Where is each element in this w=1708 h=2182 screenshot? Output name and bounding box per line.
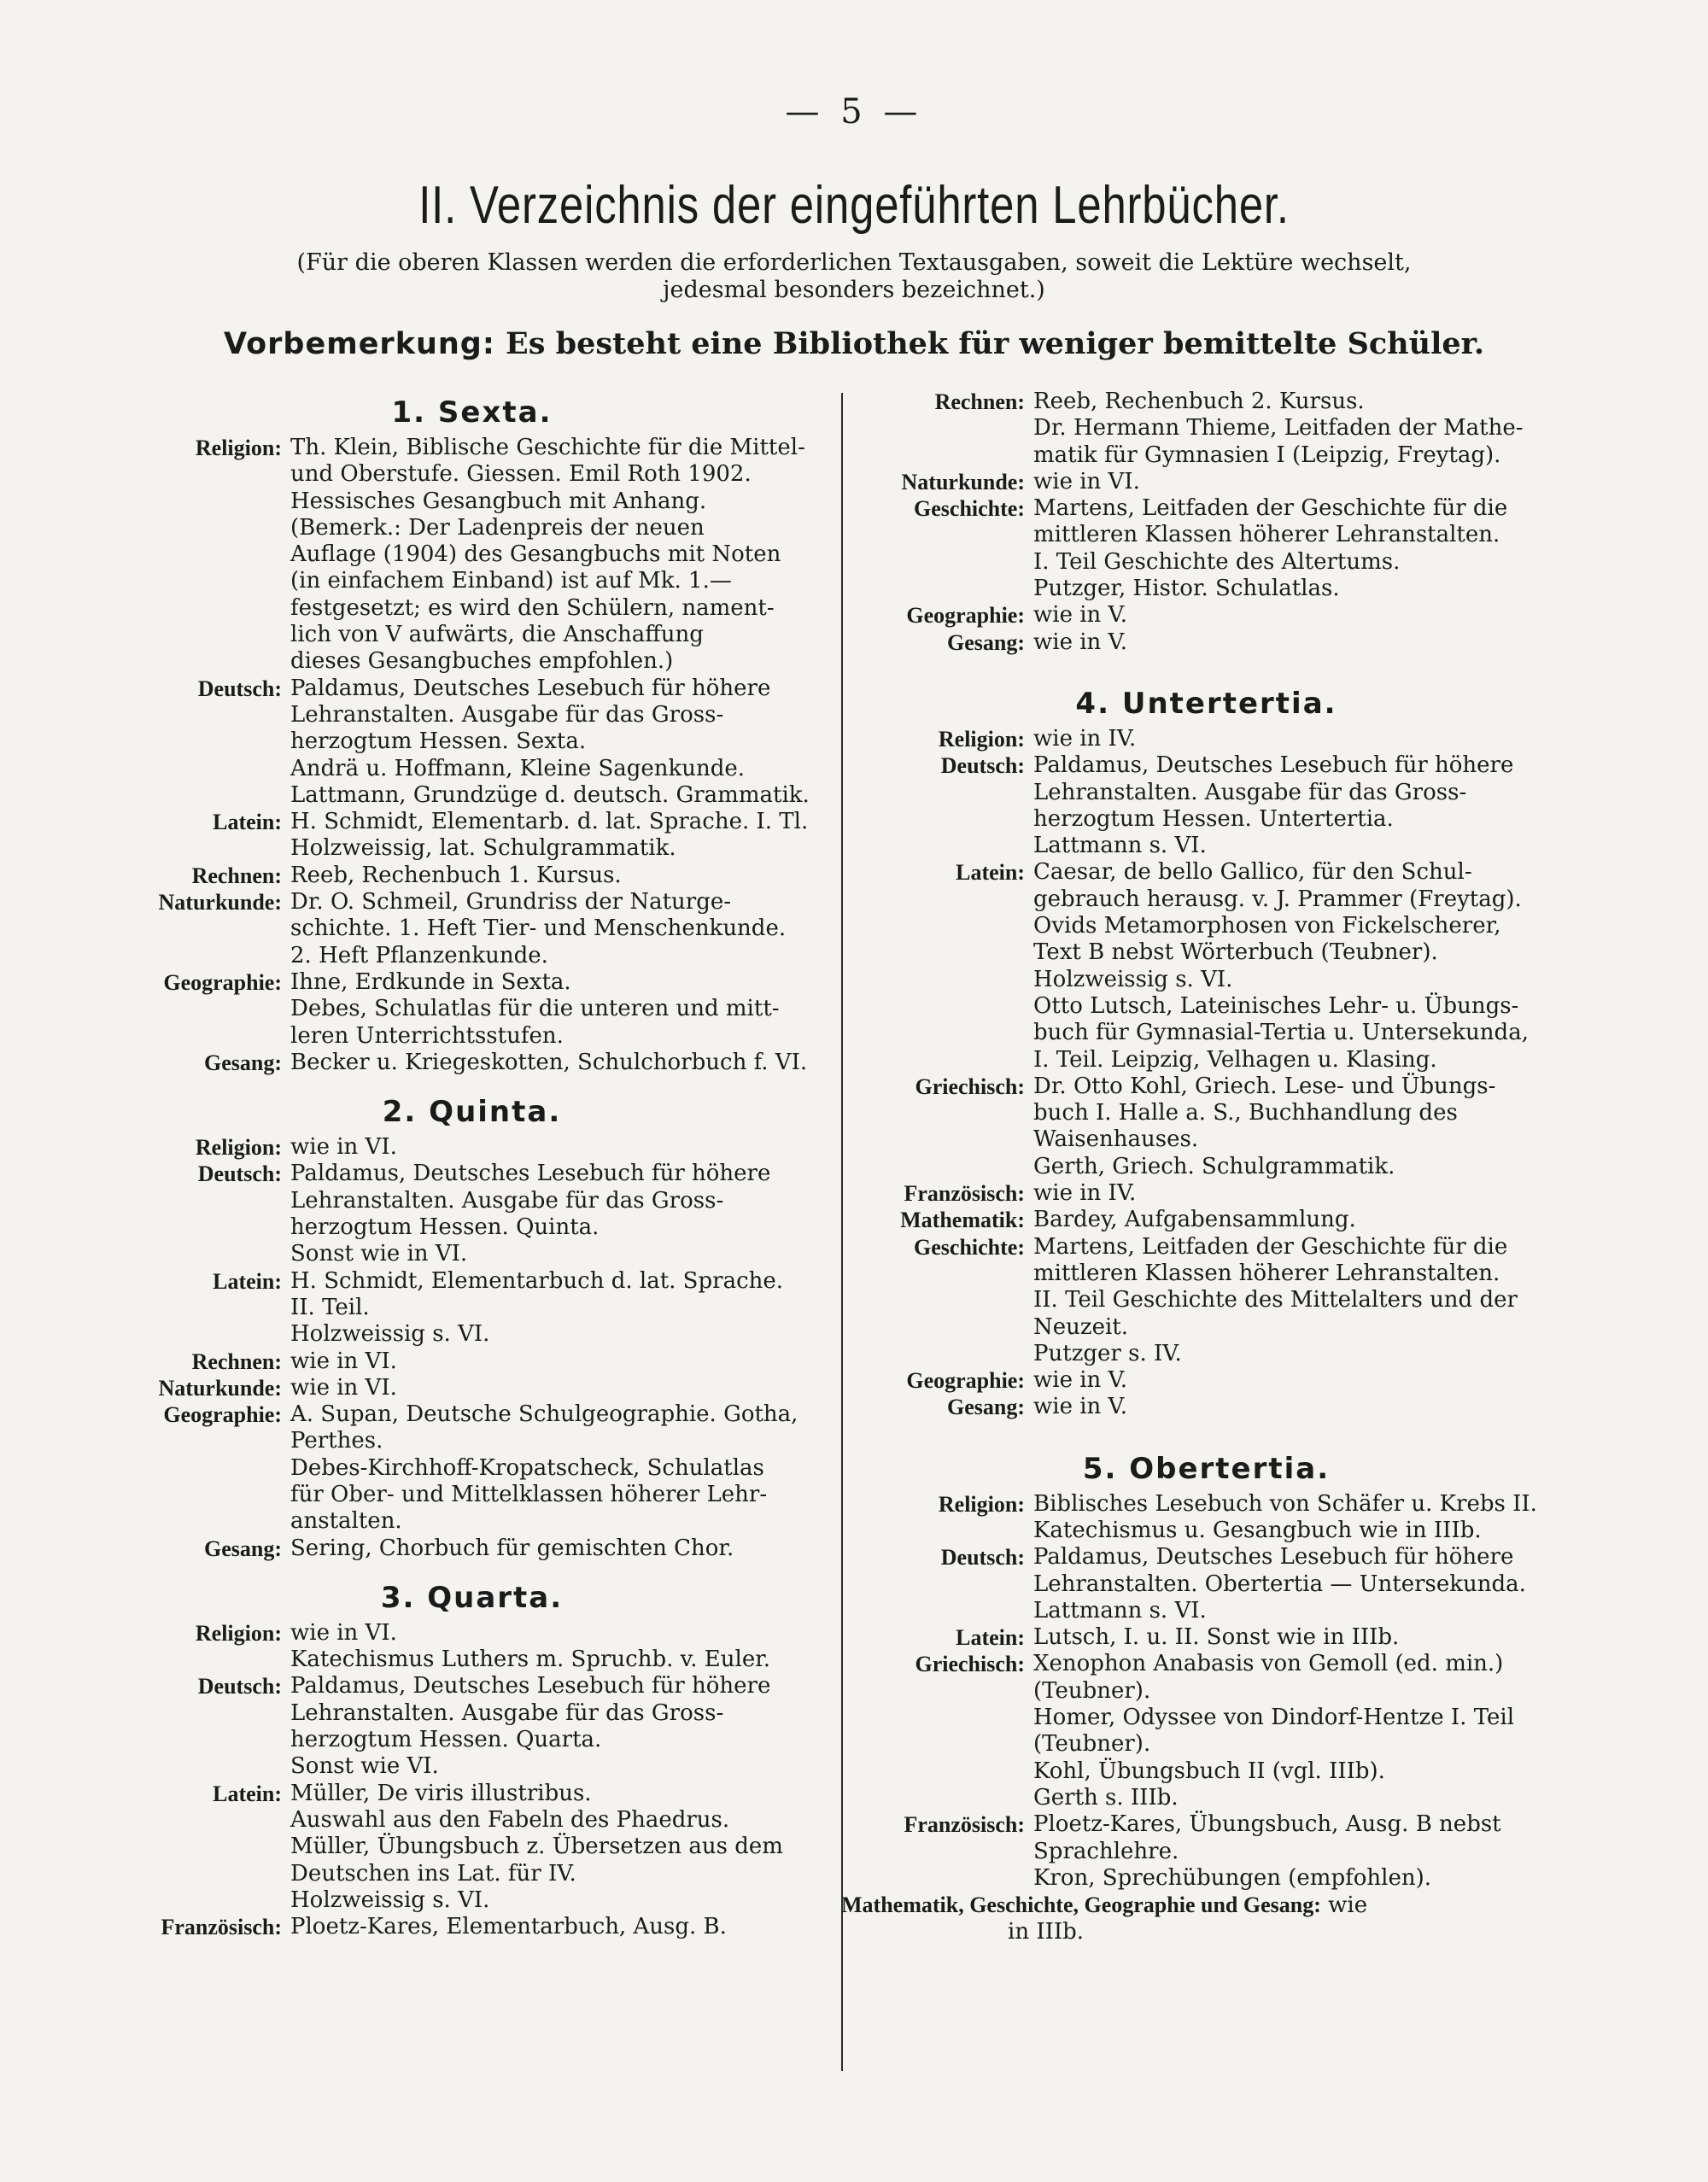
textbook-list xyxy=(1025,469,1571,495)
textbook-line: leren Unterrichtsstufen. xyxy=(290,1022,564,1049)
textbook-line: Paldamus, Deutsches Lesebuch für höhere xyxy=(290,1161,771,1187)
subject-entry-geschichte xyxy=(841,495,1571,602)
textbook-line: Holzweissig s. VI. xyxy=(1033,966,1233,992)
textbook-line: Kron, Sprechübungen (empfohlen). xyxy=(1033,1864,1431,1891)
subject-label: Mathematik: xyxy=(900,1208,1025,1233)
subject-entry-deutsch xyxy=(841,752,1571,859)
textbook-line-cont: in IIIb. xyxy=(1008,1919,1085,1945)
subject-label: Naturkunde: xyxy=(158,1375,282,1401)
textbook-list xyxy=(1025,389,1571,469)
textbook-line: Katechismus u. Gesangbuch wie in IIIb. xyxy=(1033,1517,1482,1543)
subject-entry-religion xyxy=(115,1620,828,1674)
textbook-line: anstalten. xyxy=(290,1508,402,1535)
textbook-line: Putzger s. IV. xyxy=(1033,1340,1182,1366)
textbook-line: mittleren Klassen höherer Lehranstalten. xyxy=(1033,1260,1500,1286)
textbook-list xyxy=(1025,1394,1571,1420)
textbook-line: Dr. Hermann Thieme, Leitfaden der Mathe- xyxy=(1033,415,1524,442)
subject-label: Geographie: xyxy=(906,603,1025,629)
subject-entry-französisch xyxy=(115,1914,828,1940)
subject-label: Geschichte: xyxy=(914,1234,1025,1260)
section-heading: 5. Obertertia. xyxy=(1082,1451,1331,1486)
textbook-line: Lattmann s. VI. xyxy=(1033,1597,1207,1623)
section-heading: 3. Quarta. xyxy=(380,1580,564,1615)
subject-label: Latein: xyxy=(213,810,282,835)
textbook-line: Lehranstalten. Ausgabe für das Gross- xyxy=(290,1699,724,1726)
textbook-line: Neuzeit. xyxy=(1033,1313,1128,1340)
subject-label: Geschichte: xyxy=(914,496,1025,522)
textbook-line: Perthes. xyxy=(290,1428,383,1454)
textbook-line: H. Schmidt, Elementarbuch d. lat. Sprache. xyxy=(290,1267,784,1294)
subject-entry-gesang xyxy=(841,629,1571,656)
textbook-list xyxy=(1025,629,1571,656)
vorbemerkung-text: Es besteht eine Bibliothek für weniger bemittelte Schüler. xyxy=(506,326,1485,361)
subject-label: Rechnen: xyxy=(191,863,282,888)
textbook-line: und Oberstufe. Giessen. Emil Roth 1902. xyxy=(290,461,752,488)
textbook-line: dieses Gesangbuches empfohlen.) xyxy=(290,648,674,675)
textbook-line: Hessisches Gesangbuch mit Anhang. xyxy=(290,488,707,514)
textbook-list xyxy=(1025,1544,1571,1624)
textbook-line: Katechismus Luthers m. Spruchb. v. Euler. xyxy=(290,1647,771,1673)
textbook-list xyxy=(1025,859,1571,1073)
subject-label: Naturkunde: xyxy=(158,890,282,916)
subject-label: Deutsch: xyxy=(940,1545,1025,1571)
textbook-line: (Teubner). xyxy=(1033,1731,1151,1758)
textbook-line: Ploetz-Kares, Elementarbuch, Ausg. B. xyxy=(290,1914,727,1940)
textbook-line: I. Teil. Leipzig, Velhagen u. Klasing. xyxy=(1033,1046,1437,1073)
textbook-line: Ploetz-Kares, Übungsbuch, Ausg. B nebst xyxy=(1033,1811,1501,1838)
right-column xyxy=(841,389,1571,1946)
textbook-list xyxy=(282,1161,828,1267)
subject-entry-naturkunde xyxy=(115,889,828,969)
textbook-list xyxy=(1025,1234,1571,1367)
textbook-list xyxy=(1025,1811,1571,1892)
textbook-line: Gerth, Griech. Schulgrammatik. xyxy=(1033,1153,1395,1179)
textbook-line: Müller, De viris illustribus. xyxy=(290,1780,592,1806)
subject-label: Deutsch: xyxy=(197,676,282,701)
textbook-line: wie xyxy=(1328,1892,1368,1919)
textbook-line: wie in VI. xyxy=(290,1374,397,1401)
vorbemerkung xyxy=(205,326,1503,361)
textbook-line: A. Supan, Deutsche Schulgeographie. Gotha, xyxy=(290,1401,798,1428)
vorbemerkung-label: Vorbemerkung: xyxy=(223,327,495,361)
textbook-line: matik für Gymnasien I (Leipzig, Freytag). xyxy=(1033,442,1501,468)
textbook-list xyxy=(282,1781,828,1914)
textbook-line: Gerth s. IIIb. xyxy=(1033,1784,1179,1811)
textbook-line: Lutsch, I. u. II. Sonst wie in IIIb. xyxy=(1033,1624,1400,1651)
textbook-line: buch für Gymnasial-Tertia u. Untersekunda, xyxy=(1033,1020,1529,1046)
subject-entry-combined xyxy=(841,1892,1571,1919)
subject-label: Griechisch: xyxy=(915,1652,1025,1677)
subject-entry-geographie xyxy=(841,1367,1571,1394)
textbook-list xyxy=(1025,752,1571,859)
textbook-line: Sonst wie VI. xyxy=(290,1753,439,1780)
textbook-line: 2. Heft Pflanzenkunde. xyxy=(290,942,548,968)
textbook-line: Putzger, Histor. Schulatlas. xyxy=(1033,576,1340,602)
subject-label: Religion: xyxy=(938,1491,1025,1517)
textbook-line: Martens, Leitfaden der Geschichte für die xyxy=(1033,495,1508,522)
subject-entry-religion xyxy=(841,726,1571,752)
textbook-list xyxy=(1025,1180,1571,1207)
subject-label: Religion: xyxy=(195,436,282,460)
textbook-line: Paldamus, Deutsches Lesebuch für höhere xyxy=(290,675,771,701)
subject-label: Latein: xyxy=(956,1625,1025,1651)
textbook-line: Otto Lutsch, Lateinisches Lehr- u. Übungs- xyxy=(1033,992,1519,1019)
subject-label: Naturkunde: xyxy=(901,469,1025,494)
textbook-line: Debes, Schulatlas für die unteren und mitt- xyxy=(290,996,780,1022)
textbook-line: buch I. Halle a. S., Buchhandlung des xyxy=(1033,1100,1458,1126)
textbook-line: Ihne, Erdkunde in Sexta. xyxy=(290,968,571,995)
subject-label: Rechnen: xyxy=(191,1348,282,1374)
textbook-list xyxy=(282,676,828,809)
textbook-line: lich von V aufwärts, die Anschaffung xyxy=(290,622,704,648)
textbook-line: Andrä u. Hoffmann, Kleine Sagenkunde. xyxy=(290,755,746,781)
textbook-line: Auswahl aus den Fabeln des Phaedrus. xyxy=(290,1806,730,1833)
textbook-list xyxy=(282,1268,828,1348)
subject-label: Geographie: xyxy=(163,969,282,995)
subject-entry-deutsch xyxy=(841,1544,1571,1624)
textbook-line: schichte. 1. Heft Tier- und Menschenkunde. xyxy=(290,916,787,942)
textbook-line: Dr. Otto Kohl, Griech. Lese- und Übungs- xyxy=(1033,1073,1496,1099)
textbook-line: Auflage (1904) des Gesangbuchs mit Noten xyxy=(290,541,781,568)
textbook-line: Kohl, Übungsbuch II (vgl. IIIb). xyxy=(1033,1758,1385,1784)
subject-entry-französisch xyxy=(841,1811,1571,1892)
subject-label: Französisch: xyxy=(904,1181,1025,1207)
subject-label: Französisch: xyxy=(161,1915,282,1940)
intro-note xyxy=(205,249,1503,304)
textbook-line: herzogtum Hessen. Untertertia. xyxy=(1033,805,1394,832)
left-column xyxy=(115,389,828,1940)
textbook-line: Ovids Metamorphosen von Fickelscherer, xyxy=(1033,913,1501,939)
textbook-line: H. Schmidt, Elementarb. d. lat. Sprache. I. Tl. xyxy=(290,809,809,835)
subject-entry-naturkunde xyxy=(841,469,1571,495)
subject-entry-gesang xyxy=(115,1050,828,1076)
textbook-list xyxy=(282,1914,828,1940)
subject-label: Gesang: xyxy=(204,1050,282,1075)
subject-label: Latein: xyxy=(213,1268,282,1294)
textbook-list xyxy=(282,1401,828,1535)
textbook-line: Homer, Odyssee von Dindorf-Hentze I. Teil xyxy=(1033,1705,1515,1731)
textbook-line: Holzweissig s. VI. xyxy=(290,1321,490,1348)
textbook-line: mittleren Klassen höherer Lehranstalten. xyxy=(1033,522,1500,548)
textbook-list xyxy=(282,889,828,969)
textbook-list xyxy=(282,1536,828,1562)
subject-entry-latein xyxy=(115,1781,828,1914)
textbook-line: Xenophon Anabasis von Gemoll (ed. min.) xyxy=(1033,1651,1504,1677)
subject-label: Latein: xyxy=(213,1781,282,1806)
textbook-line: Lehranstalten. Ausgabe für das Gross- xyxy=(290,701,724,728)
subject-label: Deutsch: xyxy=(197,1161,282,1187)
subject-entry-geographie xyxy=(115,1401,828,1535)
textbook-line: Holzweissig s. VI. xyxy=(290,1887,490,1913)
textbook-line: Becker u. Kriegeskotten, Schulchorbuch f. VI. xyxy=(290,1049,808,1075)
subject-entry-latein xyxy=(841,1624,1571,1651)
textbook-line: herzogtum Hessen. Quarta. xyxy=(290,1727,602,1753)
subject-entry-religion xyxy=(115,1134,828,1161)
subject-entry-religion xyxy=(841,1491,1571,1545)
subject-entry-französisch xyxy=(841,1180,1571,1207)
textbook-list xyxy=(1025,1073,1571,1180)
subject-label: Deutsch: xyxy=(940,753,1025,779)
textbook-line: Lehranstalten. Obertertia — Untersekunda. xyxy=(1033,1571,1526,1597)
subject-entry-religion xyxy=(115,435,828,676)
textbook-line: Text B nebst Wörterbuch (Teubner). xyxy=(1033,939,1438,966)
subject-label: Gesang: xyxy=(204,1536,282,1561)
subject-entry-gesang xyxy=(115,1536,828,1562)
textbook-line: wie in V. xyxy=(1033,629,1128,655)
subject-label: Gesang: xyxy=(947,1395,1025,1420)
textbook-line: Th. Klein, Biblische Geschichte für die Mittel- xyxy=(290,435,805,460)
textbook-line: (Teubner). xyxy=(1033,1677,1151,1704)
textbook-line: Sering, Chorbuch für gemischten Chor. xyxy=(290,1535,734,1561)
textbook-line: (Bemerk.: Der Ladenpreis der neuen xyxy=(290,514,705,541)
textbook-list xyxy=(1025,1491,1571,1545)
intro-note-line: (Für die oberen Klassen werden die erforderlichen Textausgaben, soweit die Lektüre wechselt, xyxy=(296,249,1412,276)
section-heading: 2. Quinta. xyxy=(382,1095,562,1130)
subject-entry-griechisch xyxy=(841,1073,1571,1180)
textbook-line: Lattmann, Grundzüge d. deutsch. Grammatik. xyxy=(290,781,810,808)
textbook-list xyxy=(1025,1651,1571,1811)
textbook-list xyxy=(1025,726,1571,752)
textbook-line: Holzweissig, lat. Schulgrammatik. xyxy=(290,835,676,862)
textbook-line: wie in IV. xyxy=(1033,725,1137,752)
subject-entry-naturkunde xyxy=(115,1375,828,1401)
textbook-list xyxy=(1025,1207,1571,1233)
subject-entry-geographie xyxy=(841,602,1571,629)
subject-label: Deutsch: xyxy=(197,1674,282,1699)
subject-label: Gesang: xyxy=(947,629,1025,655)
textbook-list xyxy=(282,435,828,676)
subject-entry-rechnen xyxy=(115,863,828,889)
subject-entry-latein xyxy=(841,859,1571,1073)
textbook-line: wie in IV. xyxy=(1033,1180,1137,1207)
textbook-list xyxy=(282,1134,828,1161)
textbook-line: Müller, Übungsbuch z. Übersetzen aus dem xyxy=(290,1834,783,1860)
subject-entry-latein xyxy=(115,1268,828,1348)
textbook-line: Paldamus, Deutsches Lesebuch für höhere xyxy=(290,1673,771,1699)
textbook-list xyxy=(282,1050,828,1076)
textbook-line: II. Teil. xyxy=(290,1294,370,1320)
textbook-line: Martens, Leitfaden der Geschichte für die xyxy=(1033,1233,1508,1260)
section-heading: 4. Untertertia. xyxy=(1075,686,1337,721)
textbook-line: II. Teil Geschichte des Mittelalters und der xyxy=(1033,1287,1518,1313)
textbook-line: wie in VI. xyxy=(290,1348,397,1374)
subject-entry-rechnen xyxy=(115,1348,828,1375)
textbook-list xyxy=(282,1673,828,1780)
textbook-line: (in einfachem Einband) ist auf Mk. 1.— xyxy=(290,568,732,594)
subject-entry-geographie xyxy=(115,969,828,1050)
textbook-line: Debes-Kirchhoff-Kropatscheck, Schulatlas xyxy=(290,1454,764,1481)
subject-entry-mathematik xyxy=(841,1207,1571,1233)
page-number: — 5 — xyxy=(785,92,923,132)
textbook-line: für Ober- und Mittelklassen höherer Lehr- xyxy=(290,1481,768,1507)
subject-entry-griechisch xyxy=(841,1651,1571,1811)
textbook-line: Paldamus, Deutsches Lesebuch für höhere xyxy=(1033,1544,1514,1571)
textbook-line: Dr. O. Schmeil, Grundriss der Naturge- xyxy=(290,889,732,916)
section-heading: 1. Sexta. xyxy=(391,395,553,430)
subject-label: Geographie: xyxy=(906,1368,1025,1394)
textbook-line: Lattmann s. VI. xyxy=(1033,833,1207,859)
textbook-line: Bardey, Aufgabensammlung. xyxy=(1033,1207,1356,1233)
subject-entry-deutsch xyxy=(115,676,828,809)
textbook-line: wie in VI. xyxy=(1033,468,1140,494)
textbook-list xyxy=(1025,1367,1571,1394)
subject-entry-latein xyxy=(115,809,828,863)
textbook-line: wie in VI. xyxy=(290,1619,397,1646)
textbook-line: Reeb, Rechenbuch 2. Kursus. xyxy=(1033,389,1365,414)
textbook-line: I. Teil Geschichte des Altertums. xyxy=(1033,548,1401,575)
subject-label: Rechnen: xyxy=(934,389,1025,414)
subject-label: Latein: xyxy=(956,860,1025,886)
textbook-line: wie in VI. xyxy=(290,1134,397,1161)
textbook-list xyxy=(282,863,828,889)
page-title: II. Verzeichnis der eingeführten Lehrbücher. xyxy=(418,176,1290,235)
textbook-line: Caesar, de bello Gallico, für den Schul- xyxy=(1033,859,1472,886)
textbook-line: wie in V. xyxy=(1033,1367,1128,1394)
textbook-line: gebrauch herausg. v. J. Prammer (Freytag). xyxy=(1033,886,1522,912)
subject-label: Religion: xyxy=(195,1620,282,1646)
subject-label: Religion: xyxy=(195,1135,282,1161)
textbook-list xyxy=(1025,602,1571,629)
textbook-list xyxy=(282,1348,828,1375)
textbook-list xyxy=(282,1620,828,1674)
textbook-list xyxy=(1025,1624,1571,1651)
textbook-line: herzogtum Hessen. Quinta. xyxy=(290,1214,600,1241)
textbook-line: Sprachlehre. xyxy=(1033,1838,1179,1864)
textbook-line: wie in V. xyxy=(1033,1394,1128,1420)
subject-label: Geographie: xyxy=(163,1402,282,1428)
subject-entry-deutsch xyxy=(115,1161,828,1267)
textbook-list xyxy=(282,1375,828,1401)
textbook-list xyxy=(282,969,828,1050)
textbook-line: Paldamus, Deutsches Lesebuch für höhere xyxy=(1033,752,1514,779)
subject-entry-deutsch xyxy=(115,1673,828,1780)
textbook-line: Lehranstalten. Ausgabe für das Gross- xyxy=(290,1187,724,1214)
subject-label: Französisch: xyxy=(904,1812,1025,1838)
subject-label: Mathematik, Geschichte, Geographie und Gesang: xyxy=(841,1892,1321,1918)
textbook-line: Biblisches Lesebuch von Schäfer u. Krebs II. xyxy=(1033,1490,1537,1517)
subject-entry-geschichte xyxy=(841,1234,1571,1367)
textbook-list xyxy=(282,809,828,863)
textbook-line: Waisenhauses. xyxy=(1033,1126,1199,1153)
textbook-line: Reeb, Rechenbuch 1. Kursus. xyxy=(290,862,622,888)
subject-label: Religion: xyxy=(938,726,1025,752)
textbook-line: wie in V. xyxy=(1033,602,1128,629)
textbook-line: Lehranstalten. Ausgabe für das Gross- xyxy=(1033,779,1467,805)
subject-label: Griechisch: xyxy=(915,1073,1025,1099)
intro-note-line: jedesmal besonders bezeichnet.) xyxy=(663,277,1045,303)
textbook-list xyxy=(1025,495,1571,602)
subject-entry-gesang xyxy=(841,1394,1571,1420)
textbook-line: herzogtum Hessen. Sexta. xyxy=(290,728,587,755)
textbook-line: festgesetzt; es wird den Schülern, nament- xyxy=(290,594,775,621)
subject-entry-rechnen xyxy=(841,389,1571,469)
textbook-line: Sonst wie in VI. xyxy=(290,1241,468,1267)
textbook-line: Deutschen ins Lat. für IV. xyxy=(290,1860,576,1887)
